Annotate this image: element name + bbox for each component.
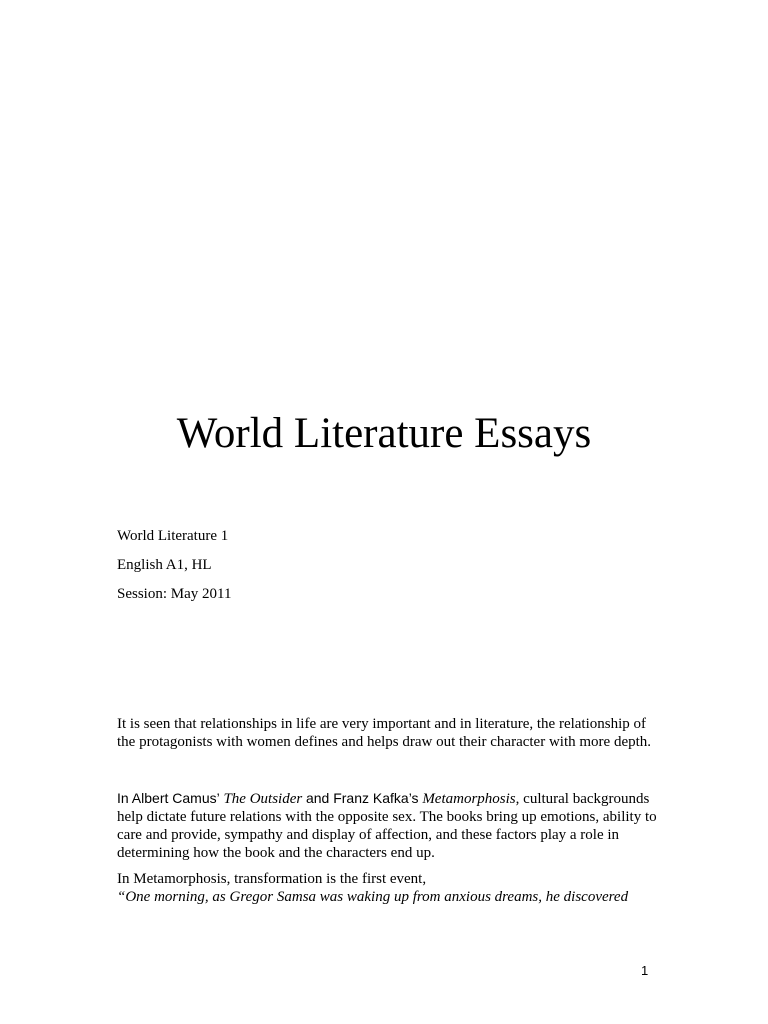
document-title: World Literature Essays xyxy=(176,410,592,457)
paragraph-intro: It is seen that relationships in life are very important and in literature, the relationship of the protagonists with women defines and helps draw out their character with more depth. xyxy=(117,716,652,750)
book-title-metamorphosis: Metamorphosis xyxy=(422,791,516,807)
exam-session: Session: May 2011 xyxy=(117,586,232,602)
course-name: World Literature 1 xyxy=(117,528,229,544)
paragraph-books xyxy=(117,789,657,862)
paragraph-transformation-line: In Metamorphosis, transformation is the first event, xyxy=(117,871,427,887)
paragraph-books-rest: , cultural backgrounds help dictate future relations with the opposite sex. The books bring up emotions, ability to care and provide, sympathy and display of affection, and these factors play a role in determining how the book and the characters end up. xyxy=(117,791,657,861)
paragraph-transformation xyxy=(117,870,657,906)
subject-level: English A1, HL xyxy=(117,557,212,573)
page-number: 1 xyxy=(641,963,649,978)
quote-metamorphosis: “One morning, as Gregor Samsa was waking up from anxious dreams, he discovered xyxy=(117,889,629,905)
paragraph-books-prefix: In Albert Camus’ xyxy=(117,790,220,806)
paragraph-books-connector: and Franz Kafka’s xyxy=(305,790,419,806)
book-title-the-outsider: The Outsider xyxy=(223,791,303,807)
